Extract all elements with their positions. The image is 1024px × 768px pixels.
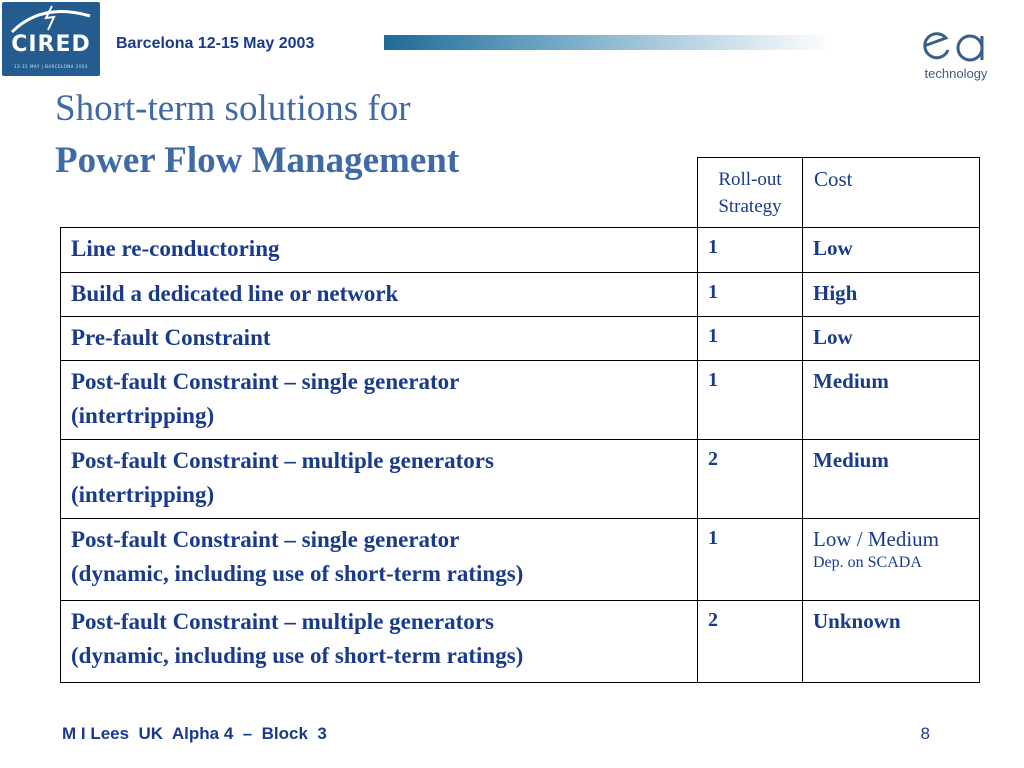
header-cost: Cost	[802, 157, 980, 228]
cost-note: Dep. on SCADA	[813, 554, 922, 571]
slide-title-line2: Power Flow Management	[55, 140, 460, 181]
slide-title-line1: Short-term solutions for	[55, 88, 411, 129]
cired-logo	[2, 2, 100, 76]
strategy-cell: 1	[697, 227, 803, 273]
solution-cell	[60, 518, 698, 601]
logo-text: CIRED	[11, 32, 91, 57]
solution-text: Pre-fault Constraint	[71, 325, 271, 350]
logo-tagline: technology	[924, 66, 988, 81]
solution-text: Post-fault Constraint – multiple generators	[71, 609, 494, 634]
cost-cell: Medium	[802, 360, 980, 440]
strategy-cell: 1	[697, 518, 803, 601]
cost-cell: High	[802, 272, 980, 317]
strategy-cell: 1	[697, 360, 803, 440]
logo-subtext: 12-15 MAY | BARCELONA 2003	[14, 64, 88, 69]
solution-text: Build a dedicated line or network	[71, 281, 399, 306]
solution-cell	[60, 272, 698, 317]
solution-text-detail: (intertripping)	[71, 403, 215, 428]
solution-text-detail: (intertripping)	[71, 482, 215, 507]
cost-cell: Low	[802, 227, 980, 273]
cost-cell: Medium	[802, 439, 980, 519]
strategy-cell: 1	[697, 272, 803, 317]
solution-text: Post-fault Constraint – single generator	[71, 369, 460, 394]
ea-logo-icon	[910, 24, 1002, 68]
solution-text-detail: (dynamic, including use of short-term ratings)	[71, 561, 524, 586]
cost-cell: Unknown	[802, 600, 980, 683]
solution-text: Post-fault Constraint – single generator	[71, 527, 460, 552]
solution-cell	[60, 227, 698, 273]
ea-technology-logo	[910, 24, 1002, 86]
page-number: 8	[920, 724, 930, 743]
solution-cell	[60, 360, 698, 440]
solution-text-detail: (dynamic, including use of short-term ratings)	[71, 643, 524, 668]
strategy-cell: 2	[697, 439, 803, 519]
cost-cell: Low	[802, 316, 980, 361]
solution-cell	[60, 439, 698, 519]
header-gradient-bar	[384, 35, 834, 50]
conference-label: Barcelona 12-15 May 2003	[116, 35, 315, 52]
strategy-cell: 1	[697, 316, 803, 361]
cost-text: Low / Medium	[813, 527, 939, 551]
strategy-cell: 2	[697, 600, 803, 683]
header-roll-out-strategy: Roll-out Strategy	[697, 157, 803, 228]
footer-author: M I Lees UK Alpha 4 – Block 3	[62, 724, 327, 743]
solution-text: Post-fault Constraint – multiple generators	[71, 448, 494, 473]
solution-cell	[60, 316, 698, 361]
solution-cell	[60, 600, 698, 683]
cost-cell	[802, 518, 980, 601]
solution-text: Line re-conductoring	[71, 236, 280, 261]
